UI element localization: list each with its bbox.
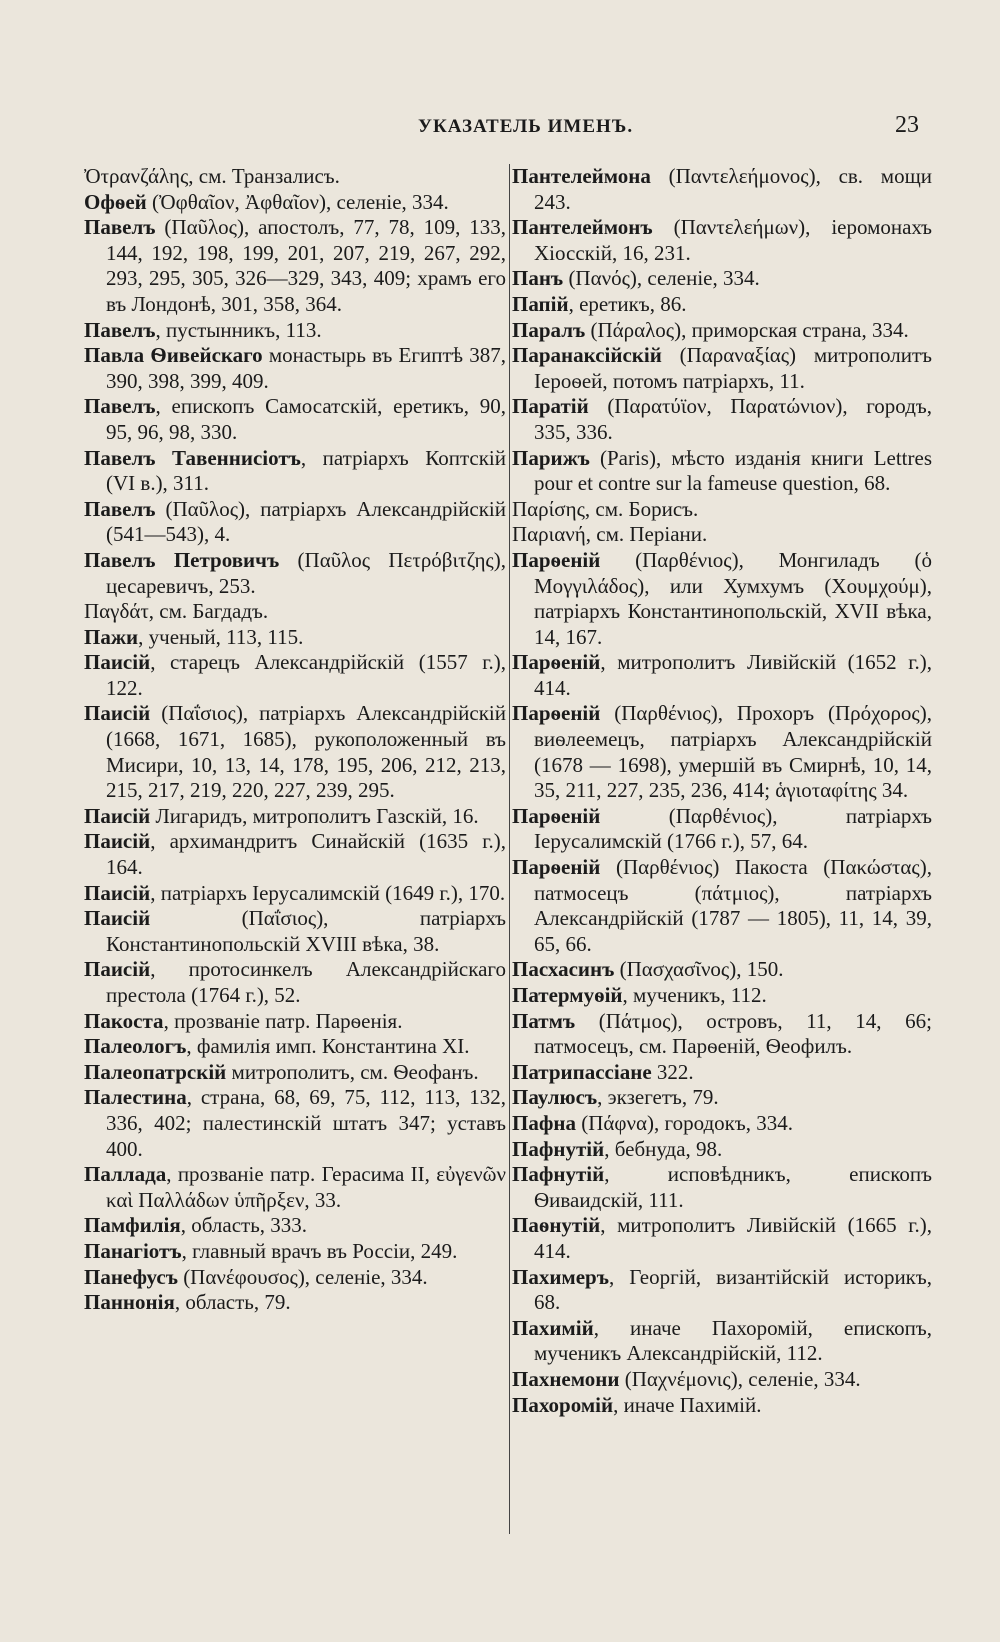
entry-text: (Παΐσιος), патріархъ Константинопольскій XVIII вѣка, 38. xyxy=(106,906,506,956)
entry-text: , патріархъ Коптскій (VI в.), 311. xyxy=(106,445,506,496)
entry-text: (Πάραλος), приморская страна, 334. xyxy=(585,317,909,342)
entry-headword: Палестина xyxy=(84,1085,187,1110)
entry-text: , пустынникъ, 113. xyxy=(155,317,322,342)
index-entry xyxy=(512,164,932,215)
entry-headword: Паисій xyxy=(84,906,151,931)
index-entry xyxy=(512,983,932,1009)
index-entry xyxy=(84,1162,506,1213)
entry-text: (Πανέφουσος), селеніе, 334. xyxy=(177,1264,428,1289)
entry-headword: Парижъ xyxy=(512,445,590,470)
entry-headword: Павелъ xyxy=(84,215,156,240)
entry-text: Ὀτρανζάλης, см. Транзалисъ. xyxy=(84,164,340,188)
entry-text: (Παραναξίας) митрополитъ Іероѳей, потомъ патріархъ, 11. xyxy=(534,343,932,393)
index-entry xyxy=(512,1060,932,1086)
entry-headword: Паисій xyxy=(84,957,151,982)
entry-headword: Патмъ xyxy=(512,1008,576,1033)
entry-text: (Παρθένιος) Пакоста (Πακώστας), патмосецъ (πάτμιος), патріархъ Александрійскій (1787 — 1805), 11, 14, 39, 65, 66. xyxy=(534,855,932,956)
index-entry xyxy=(512,446,932,497)
entry-headword: Панъ xyxy=(512,266,564,291)
entry-text: , область, 79. xyxy=(174,1290,291,1315)
index-entry xyxy=(512,497,932,523)
entry-text: , еретикъ, 86. xyxy=(568,291,687,316)
index-entry xyxy=(84,701,506,803)
entry-text: (Παρατύϊον, Παρατώνιον), городъ, 335, 336. xyxy=(534,394,932,444)
entry-text: , митрополитъ Ливійскій (1652 г.), 414. xyxy=(534,650,932,700)
entry-headword: Паулюсъ xyxy=(512,1085,598,1110)
entry-headword: Парѳеній xyxy=(512,803,601,828)
entry-headword: Пантелеймонъ xyxy=(512,215,653,240)
entry-headword: Папій xyxy=(512,291,569,316)
index-entry xyxy=(84,625,506,651)
entry-headword: Паисій xyxy=(84,829,151,854)
index-entry xyxy=(84,650,506,701)
index-entry xyxy=(512,1213,932,1264)
index-entry xyxy=(84,164,506,190)
index-entry xyxy=(84,318,506,344)
index-entry xyxy=(512,1393,932,1419)
entry-headword: Пафнутій xyxy=(512,1162,605,1187)
entry-text: 322. xyxy=(651,1059,694,1084)
entry-text: монастырь въ Египтѣ 387, 390, 398, 399, 409. xyxy=(106,343,506,393)
running-head xyxy=(0,112,1000,146)
entry-text: (Παρθένιος), Монгиладъ (ὁ Μογγιλάδος), или Хумхумъ (Χουμχούμ), патріархъ Константинопольскій, XVII вѣка, 14, 167. xyxy=(534,547,932,649)
entry-text: , область, 333. xyxy=(180,1213,308,1238)
entry-headword: Паралъ xyxy=(512,317,586,342)
entry-text: (Παχνέμονις), селеніе, 334. xyxy=(619,1366,861,1391)
index-entry xyxy=(512,343,932,394)
entry-headword: Павелъ Петровичъ xyxy=(84,547,280,572)
index-entry xyxy=(512,1316,932,1367)
entry-headword: Пахимеръ xyxy=(512,1264,609,1289)
page-number: 23 xyxy=(895,112,919,138)
entry-headword: Паисій xyxy=(84,701,151,726)
index-entry xyxy=(512,548,932,650)
entry-headword: Патермуѳій xyxy=(512,983,623,1007)
entry-text: , исповѣдникъ, епископъ Ѳиваидскій, 111. xyxy=(534,1162,932,1212)
index-entry xyxy=(84,343,506,394)
index-entry xyxy=(512,522,932,548)
index-entry xyxy=(512,1265,932,1316)
entry-text: (Ὀφθαῖον, Ἀφθαῖον), селеніе, 334. xyxy=(146,189,449,214)
index-entry xyxy=(512,215,932,266)
index-entry xyxy=(84,1085,506,1162)
entry-text: (Πάφνα), городокъ, 334. xyxy=(575,1110,793,1135)
entry-headword: Панефусъ xyxy=(84,1264,178,1289)
index-entry xyxy=(84,190,506,216)
entry-text: , мученикъ, 112. xyxy=(622,983,767,1007)
entry-text: , иначе Пахимій. xyxy=(613,1392,762,1417)
entry-text: Παρίσης, см. Борисъ. xyxy=(512,496,699,521)
index-entry xyxy=(84,1290,506,1316)
entry-headword: Парѳеній xyxy=(512,701,601,726)
entry-text: (Παῦλος), патріархъ Александрійскій (541—543), 4. xyxy=(106,496,506,547)
entry-headword: Панагіотъ xyxy=(84,1238,182,1263)
entry-headword: Павелъ Тавеннисіотъ xyxy=(84,445,301,470)
index-entry xyxy=(512,650,932,701)
entry-text: , прозваніе патр. Герасима II, εὐγενῶν καὶ Παλλάδων ὑπῆρξεν, 33. xyxy=(106,1162,506,1212)
entry-text: (Παῦλος Πετρόβιτζης), цесаревичъ, 253. xyxy=(106,547,506,598)
entry-text: (Παΐσιος), патріархъ Александрійскій (1668, 1671, 1685), рукоположенный въ Мисири, 10, 13, 14, 178, 195, 206, 212, 213, 215, 217, 219, 220, 227, 239, 295. xyxy=(106,701,506,803)
entry-headword: Паисій xyxy=(84,650,151,675)
index-entry xyxy=(512,701,932,803)
index-entry xyxy=(512,1137,932,1163)
entry-text: , бебнуда, 98. xyxy=(604,1136,723,1161)
entry-text: , прозваніе патр. Парѳенія. xyxy=(163,1008,403,1033)
index-entry xyxy=(512,855,932,957)
index-entry xyxy=(84,906,506,957)
entry-headword: Пахимій xyxy=(512,1315,594,1340)
index-entry xyxy=(512,1111,932,1137)
index-entry xyxy=(512,804,932,855)
entry-text: , главный врачъ въ Россіи, 249. xyxy=(181,1238,458,1263)
entry-text: (Πασχασῖνος), 150. xyxy=(614,957,784,982)
index-entry xyxy=(84,804,506,830)
entry-text: (Παντελεήμονος), св. мощи 243. xyxy=(534,164,932,214)
index-entry xyxy=(84,1034,506,1060)
entry-headword: Павла Ѳивейскаго xyxy=(84,343,263,368)
index-entry xyxy=(84,215,506,317)
entry-headword: Паисій xyxy=(84,803,151,828)
entry-headword: Пафнутій xyxy=(512,1136,605,1161)
entry-text: (Πάτμος), островъ, 11, 14, 66; патмосецъ, см. Парѳеній, Ѳеофилъ. xyxy=(534,1008,932,1059)
entry-headword: Пафна xyxy=(512,1110,576,1135)
entry-text: (Παρθένιος), патріархъ Іерусалимскій (1766 г.), 57, 64. xyxy=(534,803,932,854)
index-entry xyxy=(512,957,932,983)
entry-headword: Офѳей xyxy=(84,189,147,214)
entry-text: митрополитъ, см. Ѳеофанъ. xyxy=(226,1059,479,1084)
left-column xyxy=(84,164,506,1316)
entry-headword: Павелъ xyxy=(84,317,156,342)
entry-text: (Παῦλος), апостолъ, 77, 78, 109, 133, 144, 192, 198, 199, 201, 207, 219, 267, 292, 293, 295, 305, 326—329, 343, 409; храмъ его въ Лондонѣ, 301, 358, 364. xyxy=(106,215,506,316)
entry-text: , ученый, 113, 115. xyxy=(138,624,304,649)
right-column xyxy=(512,164,932,1418)
entry-text: (Παρθένιος), Прохоръ (Πρόχορος), виѳлеемецъ, патріархъ Александрійскій (1678 — 1698), умершій въ Смирнѣ, 10, 14, 35, 211, 227, 235, 236, 414; ἁγιοταφίτης 34. xyxy=(534,701,932,803)
index-entry xyxy=(512,266,932,292)
index-entry xyxy=(84,1239,506,1265)
index-entry xyxy=(512,1085,932,1111)
index-entry xyxy=(84,599,506,625)
entry-text: Лигаридъ, митрополитъ Газскій, 16. xyxy=(150,803,479,828)
index-entry xyxy=(512,394,932,445)
entry-headword: Паннонія xyxy=(84,1290,175,1315)
entry-headword: Пажи xyxy=(84,624,139,649)
entry-headword: Паранаксійскій xyxy=(512,343,662,368)
index-entry xyxy=(84,446,506,497)
entry-headword: Пантелеймона xyxy=(512,164,651,188)
entry-text: , экзегетъ, 79. xyxy=(597,1085,719,1110)
entry-text: (Πανός), селеніе, 334. xyxy=(563,266,760,291)
entry-headword: Парѳеній xyxy=(512,547,601,572)
entry-text: (Paris), мѣсто изданія книги Lettres pour et contre sur la fameuse question, 68. xyxy=(534,445,932,496)
entry-text: Παγδάτ, см. Багдадъ. xyxy=(84,599,269,624)
entry-headword: Патрипассіане xyxy=(512,1059,652,1084)
index-entry xyxy=(512,1162,932,1213)
index-entry xyxy=(84,548,506,599)
entry-text: (Παντελεήμων), іеромонахъ Хіосскій, 16, 231. xyxy=(534,215,932,265)
entry-headword: Парѳеній xyxy=(512,650,601,675)
entry-headword: Паллада xyxy=(84,1162,167,1187)
index-entry xyxy=(512,292,932,318)
entry-text: , митрополитъ Ливійскій (1665 г.), 414. xyxy=(534,1213,932,1263)
entry-headword: Павелъ xyxy=(84,394,156,419)
entry-headword: Памфилія xyxy=(84,1213,181,1238)
entry-text: , архимандритъ Синайскій (1635 г.), 164. xyxy=(106,829,506,880)
index-entry xyxy=(512,1367,932,1393)
entry-headword: Палеологъ xyxy=(84,1034,187,1059)
index-entry xyxy=(512,318,932,344)
column-divider xyxy=(509,164,510,1534)
running-title: УКАЗАТЕЛЬ ИМЕНЪ. xyxy=(418,116,634,137)
entry-headword: Паисій xyxy=(84,880,151,905)
entry-text: , епископъ Самосатскій, еретикъ, 90, 95, 96, 98, 330. xyxy=(106,394,506,444)
entry-text: , иначе Пахоромій, епископъ, мученикъ Александрійскій, 112. xyxy=(534,1315,932,1366)
entry-text: Παριανή, см. Періани. xyxy=(512,522,708,547)
entry-headword: Парѳеній xyxy=(512,855,601,880)
index-entry xyxy=(512,1009,932,1060)
index-entry xyxy=(84,1009,506,1035)
index-entry xyxy=(84,957,506,1008)
entry-headword: Павелъ xyxy=(84,496,156,521)
index-entry xyxy=(84,497,506,548)
index-entry xyxy=(84,829,506,880)
index-entry xyxy=(84,1213,506,1239)
entry-headword: Пакоста xyxy=(84,1008,164,1033)
entry-text: , фамилія имп. Константина XI. xyxy=(186,1034,470,1059)
entry-text: , протосинкелъ Александрійскаго престола (1764 г.), 52. xyxy=(106,957,506,1007)
index-entry xyxy=(84,1265,506,1291)
entry-headword: Паратій xyxy=(512,394,589,419)
entry-headword: Пахнемони xyxy=(512,1366,620,1391)
entry-headword: Пахоромій xyxy=(512,1392,614,1417)
entry-text: , патріархъ Іерусалимскій (1649 г.), 170. xyxy=(150,880,506,905)
index-entry xyxy=(84,394,506,445)
entry-headword: Пасхасинъ xyxy=(512,957,615,982)
entry-text: , старецъ Александрійскій (1557 г.), 122. xyxy=(106,650,506,700)
entry-text: , страна, 68, 69, 75, 112, 113, 132, 336, 402; палестинскій штатъ 347; уставъ 400. xyxy=(106,1085,506,1161)
entry-text: , Георгій, византійскій историкъ, 68. xyxy=(534,1264,932,1315)
index-entry xyxy=(84,1060,506,1086)
index-entry xyxy=(84,881,506,907)
entry-headword: Палеопатрскій xyxy=(84,1059,227,1084)
entry-headword: Паѳнутій xyxy=(512,1213,601,1238)
